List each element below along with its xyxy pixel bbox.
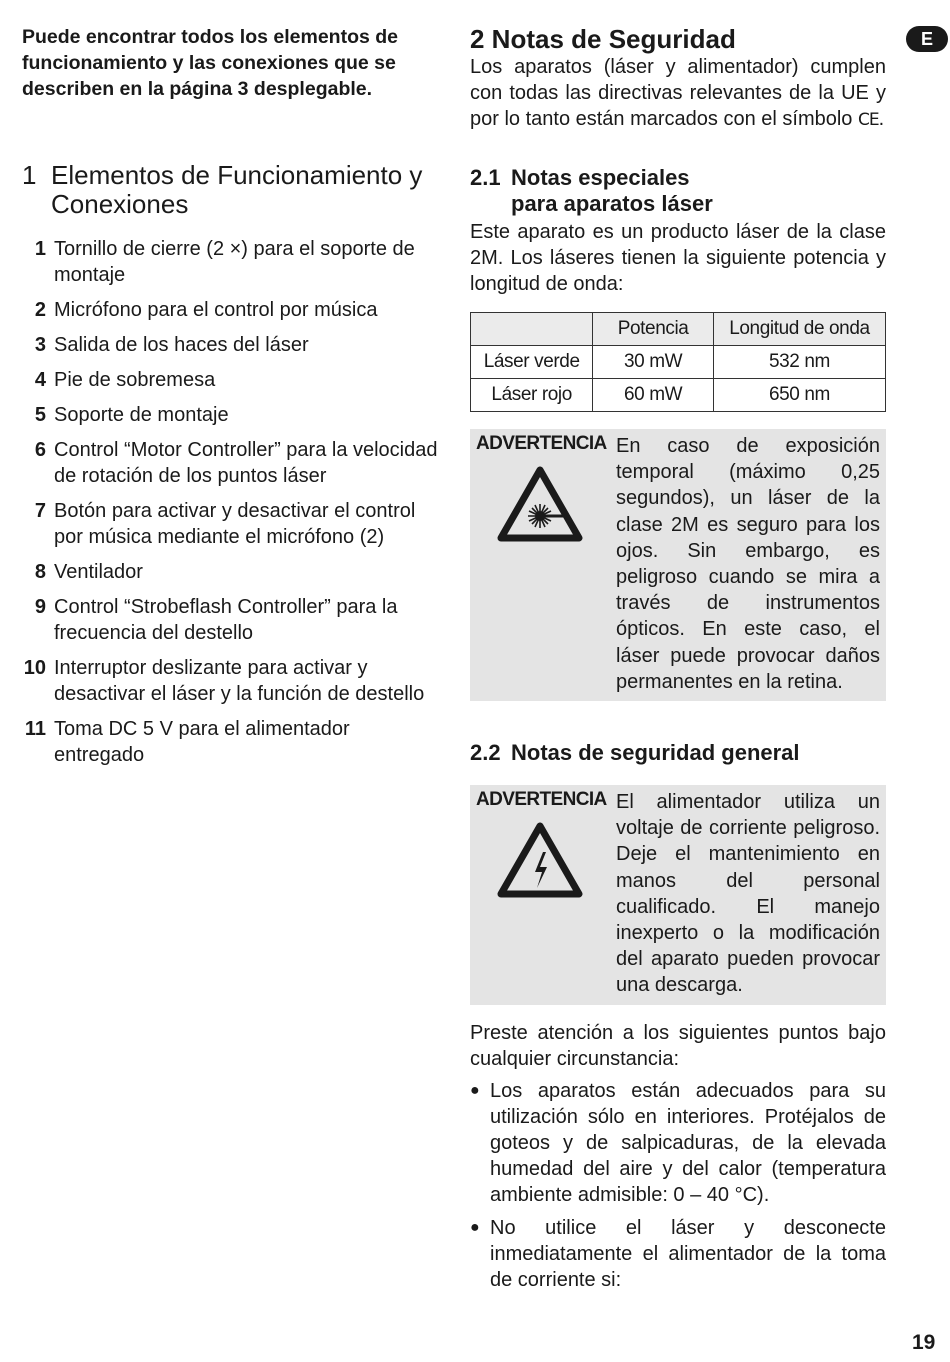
bullet-icon: ● [470, 1081, 480, 1099]
section-2-1-heading: 2.1 Notas especiales para aparatos láser [470, 165, 713, 216]
table-row: Láser rojo 60 mW 650 nm [471, 379, 886, 412]
section-2-2-heading: 2.2 Notas de seguridad general [470, 740, 800, 766]
language-tab: E [906, 26, 948, 52]
list-item: 7 Botón para activar y desactivar el control por música mediante el micrófono (2) [34, 500, 416, 548]
section-2-1-title-line2: para aparatos láser [511, 191, 713, 216]
list-item: ● No utilice el láser y desconecte inmediatamente el alimentador de la toma de corriente si: [470, 1215, 886, 1294]
section-2-title: 2 Notas de Seguridad [470, 24, 736, 54]
laser-warning-text: En caso de exposición temporal (máximo 0,25 segundos), un láser de la clase 2M es seguro para los ojos. Sin embargo, es peligroso cuando se mira a través de instrumentos ópticos. En este caso, el láser puede provocar daños permanentes en la retina. [616, 435, 880, 693]
table-header-row: Potencia Longitud de onda [471, 313, 886, 346]
laser-specs-table [470, 312, 886, 412]
list-item: ● Los aparatos están adecuados para su utilización sólo en interiores. Protéjalos de goteos y de salpicaduras, de la elevada humedad del aire y del calor (temperatura ambiente admisible: 0 – 40 °C). [470, 1078, 886, 1209]
section-2-1-text: Este aparato es un producto láser de la clase 2M. Los láseres tienen la siguiente potencia y longitud de onda: [470, 221, 886, 295]
list-item: 3 Salida de los haces del láser [34, 334, 309, 356]
laser-hazard-icon [497, 466, 583, 542]
section-1-heading [22, 161, 440, 219]
general-notes-text: Preste atención a los siguientes puntos bajo cualquier circunstancia: [470, 1021, 886, 1070]
section-1-title: Elementos de Funcionamiento y Conexiones [51, 160, 423, 219]
section-1-number: 1 [22, 160, 37, 190]
list-item: 6 Control “Motor Controller” para la velocidad de rotación de los puntos láser [34, 439, 438, 487]
list-item: 5 Soporte de montaje [34, 404, 229, 426]
laser-warning-box [470, 429, 886, 701]
section-2-2-title: Notas de seguridad general [511, 740, 800, 766]
list-item: 1 Tornillo de cierre (2 ×) para el soporte de montaje [34, 238, 415, 286]
electric-warning-box [470, 785, 886, 1005]
table-row: Láser verde 30 mW 532 nm [471, 346, 886, 379]
ce-mark-icon: CE [858, 110, 879, 130]
list-item: 11 Toma DC 5 V para el alimentador entregado [24, 718, 350, 766]
electric-hazard-icon [497, 822, 583, 898]
safety-bullet-list [470, 1078, 886, 1294]
section-2-1-title-line1: Notas especiales [511, 165, 690, 190]
warning-label: ADVERTENCIA [476, 433, 607, 454]
list-item: 10 Interruptor deslizante para activar y desactivar el láser y la función de destello [23, 657, 425, 705]
left-column [22, 24, 440, 777]
right-column [470, 24, 886, 1299]
controls-list [22, 236, 440, 768]
list-item: 4 Pie de sobremesa [34, 369, 216, 391]
intro-text: Puede encontrar todos los elementos de funcionamiento y las conexiones que se describen en la página 3 desplegable. [22, 26, 399, 100]
page-number: 19 [912, 1331, 936, 1354]
warning-label: ADVERTENCIA [476, 789, 607, 811]
electric-warning-text: El alimentador utiliza un voltaje de corriente peligroso. Deje el mantenimiento en manos del personal cualificado. El manejo inexperto o la modificación del aparato pueden provocar una descarga. [616, 791, 880, 997]
list-item: 9 Control “Strobeflash Controller” para la frecuencia del destello [34, 596, 398, 644]
list-item: 8 Ventilador [34, 561, 143, 583]
section-2-intro: Los aparatos (láser y alimentador) cumplen con todas las directivas relevantes de la UE y por lo tanto están marcados con el símbolo CE. [470, 56, 886, 130]
bullet-icon: ● [470, 1218, 480, 1236]
list-item: 2 Micrófono para el control por música [34, 299, 378, 321]
